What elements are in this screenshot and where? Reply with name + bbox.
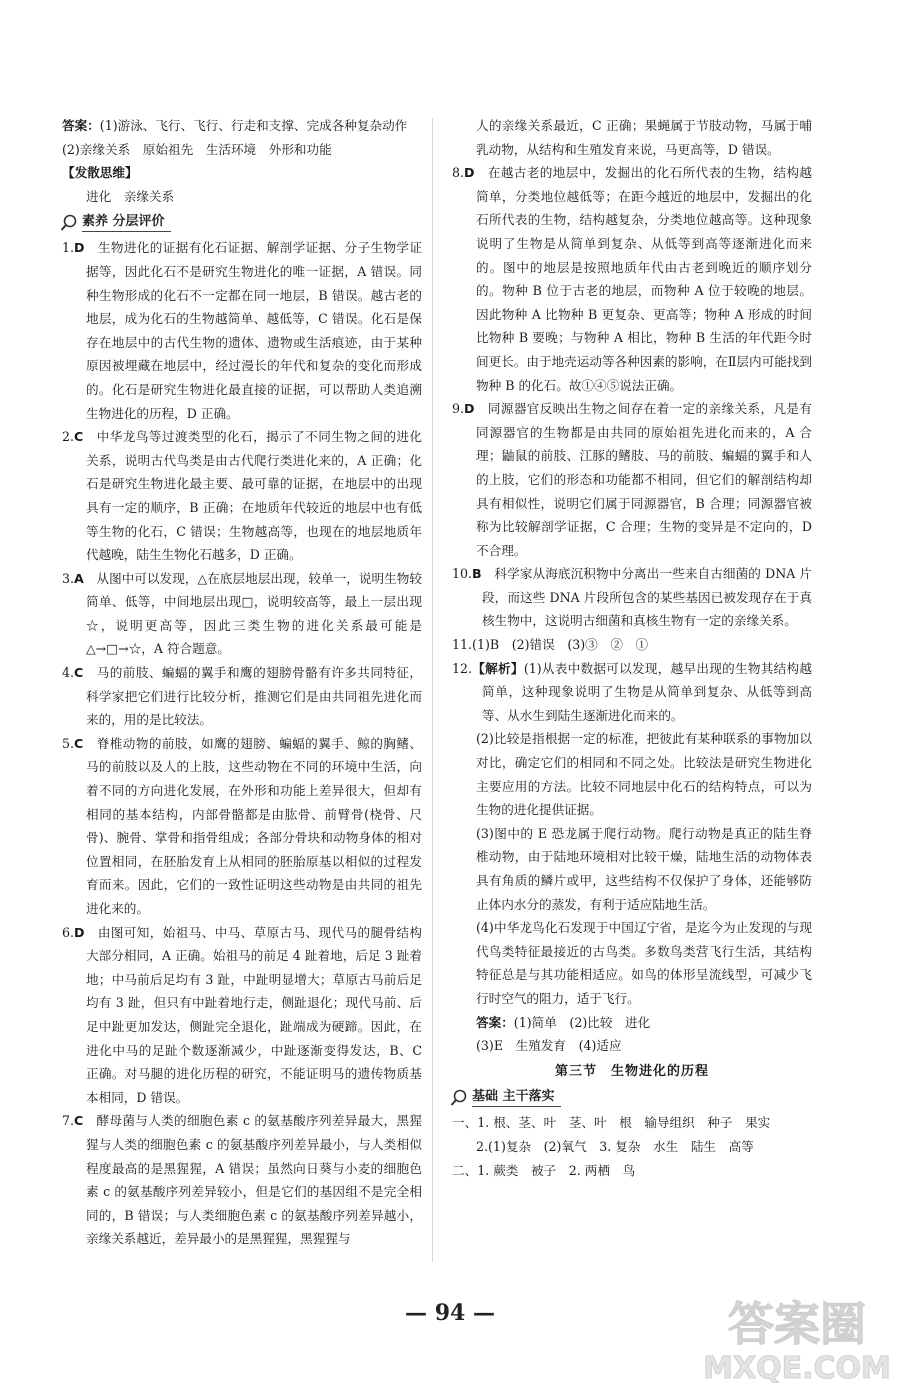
subsection-title: 第三节 生物进化的历程 (554, 1063, 709, 1079)
question-7: 7.C 酵母菌与人类的细胞色素 c 的氨基酸序列差异最大，黑猩猩与人类的细胞色素 c 的氨基酸序列差异最小，与人类相似程度最高的是黑猩猩，A 错误；虽然向日葵与小麦的细胞色素 c 的氨基酸序列差异较小，但是它们的基因组不是完全相同的，B 错误；与人类细胞色素 c 的氨基酸序列差异越小，亲缘关系越近，差异最小的是黑猩猩，黑猩猩与 (62, 1113, 422, 1247)
question-6: 6.D 由图可知，始祖马、中马、草原古马、现代马的腿骨结构大部分相同，A 正确。始祖马的前足 4 趾着地，后足 3 趾着地；中马前后足均有 3 趾，中趾明显增大；草原古马前后足均有 3 趾，但只有中趾着地行走，侧趾退化；现代马前、后足中趾更加发达，侧趾完全退化，趾端成为硬蹄。因此，在进化中马的足趾个数逐渐减少，中趾逐渐变得发达，B、C 正确。对马腿的进化历程的研究，不能证明马的遗传物质基本相同，D 错误。 (62, 924, 422, 1105)
watermark-title: 答案圈 (728, 1297, 866, 1351)
diverge-text: 进化 亲缘关系 (86, 188, 175, 204)
question-4: 4.C 马的前肢、蝙蝠的翼手和鹰的翅膀骨骼有许多共同特征，科学家把它们进行比较分析，推测它们是由共同祖先进化而来的，用的是比较法。 (62, 665, 422, 728)
question-10: 10.B 科学家从海底沉积物中分离出一些来自古细菌的 DNA 片段，而这些 DNA 片段所包含的某些基因已被发现存在于真核生物中，这说明古细菌和真核生物有一定的亲缘关系。 (452, 566, 812, 629)
watermark-logo (702, 1290, 892, 1386)
column-divider (432, 118, 433, 1262)
left-column (62, 114, 422, 1251)
right-column (452, 114, 812, 1182)
section-header-evaluation (60, 210, 422, 235)
question-9: 9.D 同源器官反映出生物之间存在着一定的亲缘关系，凡是有同源器官的生物都是由共同的原始祖先进化而来的，A 合理；鼬鼠的前肢、江豚的鳍肢、马的前肢、蝙蝠的翼手和人的上肢，它们的形态和功能都不相同，但它们的解剖结构却具有相似性，说明它们属于同源器官，B 合理；同源器官被称为比较解剖学证据，C 合理；生物的变异是不定向的，D 不合理。 (452, 401, 812, 558)
section-title: 素养 分层评价 (82, 213, 171, 232)
question-12-answer: 答案：(1)简单 (2)比较 进化 (476, 1014, 651, 1030)
question-2: 2.C 中华龙鸟等过渡类型的化石，揭示了不同生物之间的进化关系，说明古代鸟类是由古代爬行类进化来的，A 正确；化石是研究生物进化最主要、最可靠的证据，在地层中的出现具有一定的顺序，B 正确；在地质年代较近的地层中也有低等生物的化石，C 错误；生物越高等，也现在的地层地质年代越晚，陆生生物化石越多，D 正确。 (62, 429, 422, 563)
diverge-title: 【发散思维】 (62, 165, 138, 181)
question-7-continued: 人的亲缘关系最近，C 正确；果蝇属于节肢动物，马属于哺乳动物，从结构和生殖发育来说，马更高等，D 错误。 (476, 118, 812, 157)
question-3: 3.A 从图中可以发现，△在底层地层出现，较单一，说明生物较简单、低等，中间地层出现□，说明较高等，最上一层出现☆，说明更高等，因此三类生物的进化关系最可能是△→□→☆，A 符合题意。 (62, 570, 422, 657)
basics-line-1: 一、1. 根、茎、叶 茎、叶 根 输导组织 种子 果实 (452, 1115, 771, 1131)
question-12-part2: (2)比较是指根据一定的标准，把彼此有某种联系的事物加以对比，确定它们的相同和不同之处。比较法是研究生物进化主要应用的方法。比较不同地层中化石的结构特点，可以为生物的进化提供证据。 (476, 731, 812, 818)
section2-title: 基础 主干落实 (472, 1088, 561, 1107)
page-number: — 94 — (405, 1300, 495, 1326)
question-12: 12.【解析】(1)从表中数据可以发现，越早出现的生物其结构越简单，这种现象说明了生物是从简单到复杂、从低等到高等、从水生到陆生逐渐进化而来的。 (452, 660, 813, 723)
question-12-part3: (3)图中的 E 恐龙属于爬行动物。爬行动物是真正的陆生脊椎动物，由于陆地环境相对比较干燥，陆地生活的动物体表具有角质的鳞片或甲，这些结构不仅保护了身体，还能够防止体内水分的蒸发，有利于适应陆地生活。 (476, 825, 812, 912)
magnifier-icon (60, 214, 78, 232)
question-12-answer-line2: (3)E 生殖发育 (4)适应 (476, 1038, 622, 1054)
question-12-part4: (4)中华龙鸟化石发现于中国辽宁省，是迄今为止发现的与现代鸟类特征最接近的古鸟类。多数鸟类营飞行生活，其结构特征总是与其功能相适应。如鸟的体形呈流线型，可减少飞行时空气的阻力，适于飞行。 (476, 920, 812, 1006)
answer-intro: 答案：(1)游泳、飞行、飞行、行走和支撑、完成各种复杂动作 (62, 118, 408, 133)
basics-line-2: 2.(1)复杂 (2)氧气 3. 复杂 水生 陆生 高等 (476, 1138, 754, 1154)
question-8: 8.D 在越古老的地层中，发掘出的化石所代表的生物，结构越简单，分类地位越低等；在距今越近的地层中，发掘出的化石所代表的生物，结构越复杂，分类地位越高等。这种现象说明了生物是从简单到复杂、从低等到高等逐渐进化而来的。图中的地层是按照地质年代由古老到晚近的顺序划分的。物种 B 位于古老的地层，而物种 A 位于较晚的地层。因此物种 A 比物种 B 更复杂、更高等；物种 A 形成的时间比物种 B 要晚；与物种 A 相比，物种 B 生活的年代距今时间更长。由于地壳运动等各种因素的影响，在Ⅱ层内可能找到物种 B 的化石。故①④⑤说法正确。 (452, 165, 812, 393)
magnifier-icon (450, 1089, 468, 1107)
section-header-basics (450, 1085, 812, 1110)
watermark-url: MXQE.COM (703, 1351, 891, 1386)
basics-line-3: 二、1. 蕨类 被子 2. 两栖 鸟 (452, 1162, 636, 1178)
question-5: 5.C 脊椎动物的前肢，如鹰的翅膀、蝙蝠的翼手、鲸的胸鳍、马的前肢以及人的上肢，这些动物在不同的环境中生活，向着不同的方向进化发展，在外形和功能上差异很大，但却有相同的基本结构，内部骨骼都是由肱骨、前臂骨(桡骨、尺骨)、腕骨、掌骨和指骨组成；各部分骨块和动物身体的相对位置相同，在胚胎发育上从相同的胚胎原基以相似的过程发育而来。因此，它们的一致性证明这些动物是由共同的祖先进化来的。 (62, 735, 422, 916)
question-1: 1.D 生物进化的证据有化石证据、解剖学证据、分子生物学证据等，因此化石不是研究生物进化的唯一证据，A 错误。同种生物形成的化石不一定都在同一地层，B 错误。越古老的地层，成为化石的生物越简单、越低等，C 错误。化石是保存在地层中的古代生物的遗体、遗物或生活痕迹，由于某种原因被埋藏在地层中，经过漫长的年代和复杂的变化而形成的。化石是研究生物进化最直接的证据，可以帮助人类追溯生物进化的历程，D 正确。 (62, 240, 422, 421)
answer-intro-line2: (2)亲缘关系 原始祖先 生活环境 外形和功能 (62, 141, 332, 157)
question-11: 11.(1)B (2)错误 (3)③ ② ① (452, 637, 649, 653)
